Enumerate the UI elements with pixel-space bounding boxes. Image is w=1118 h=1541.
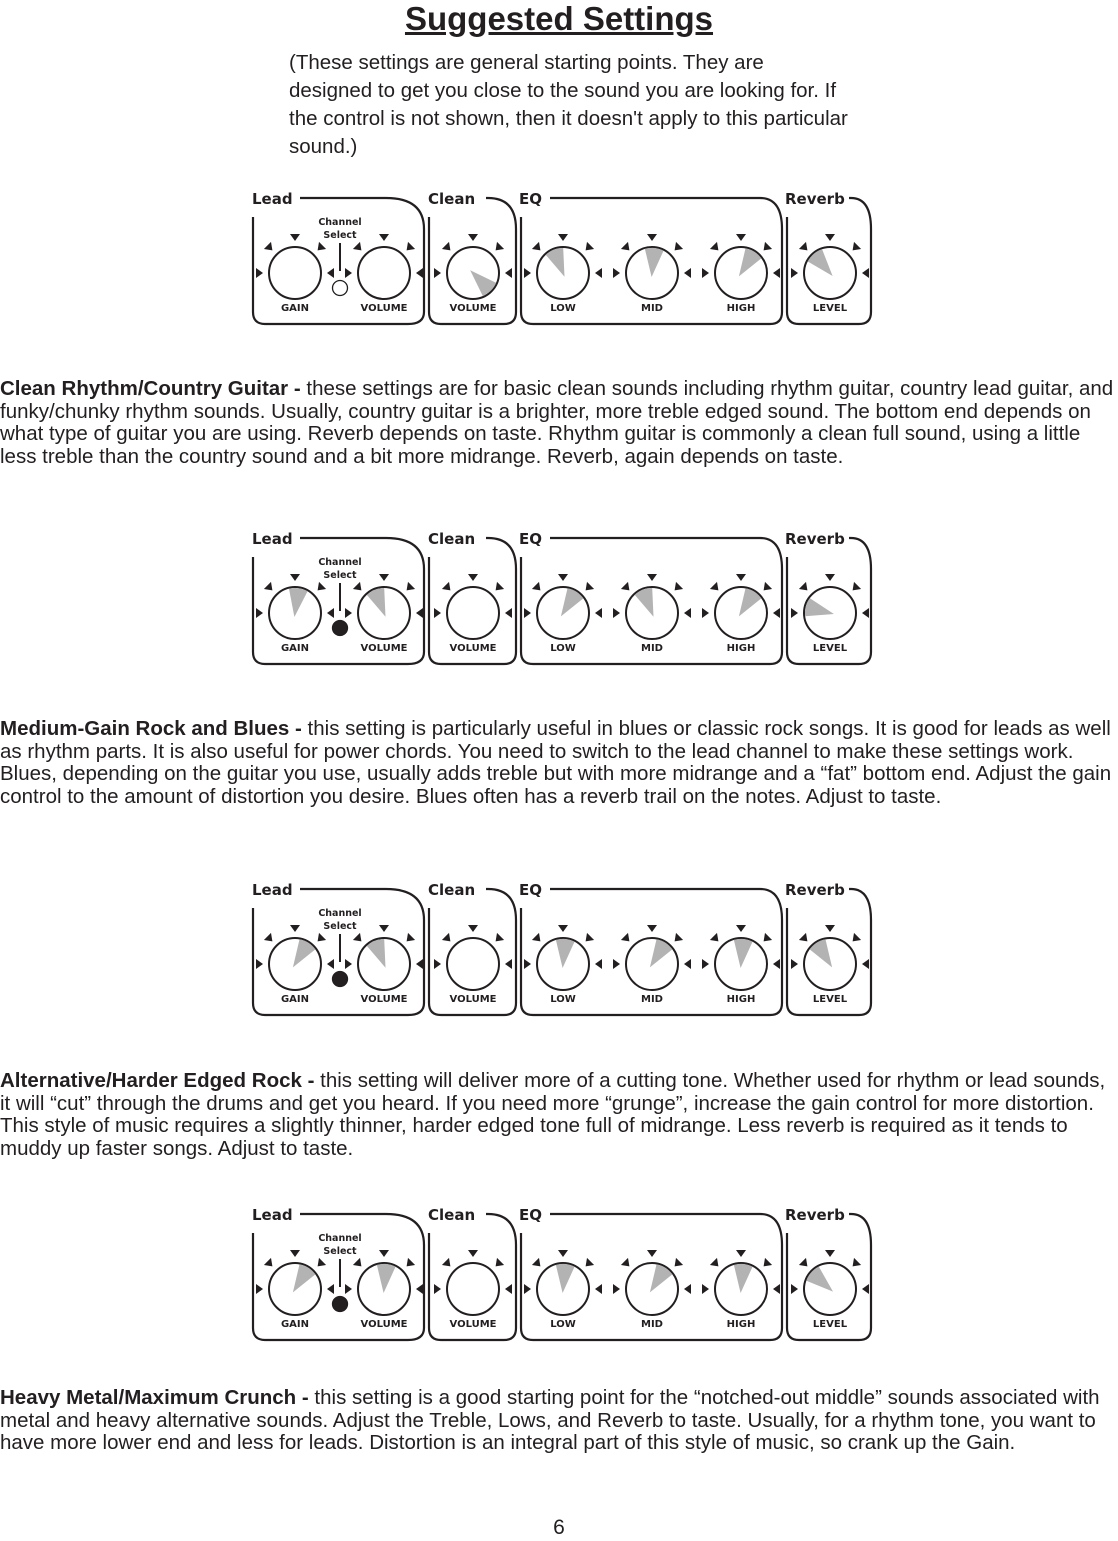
knob-gain[interactable] — [256, 574, 334, 639]
knob-tick-mark — [825, 574, 835, 581]
knob-mid[interactable] — [613, 1250, 691, 1315]
knob-lead-volume[interactable] — [345, 925, 423, 990]
clean-volume-label: VOLUME — [449, 643, 497, 654]
knob-tick-mark — [675, 582, 684, 591]
knob-tick-mark — [613, 268, 620, 278]
knob-tick-mark — [621, 582, 630, 591]
knob-tick-mark — [416, 268, 423, 278]
knob-tick-mark — [736, 574, 746, 581]
gain-label: GAIN — [280, 1319, 310, 1330]
knob-tick-mark — [825, 1250, 835, 1257]
knob-tick-mark — [468, 234, 478, 241]
knob-tick-mark — [434, 608, 441, 618]
knob-tick-mark — [256, 608, 263, 618]
knob-tick-mark — [773, 959, 780, 969]
knob-tick-mark — [468, 1250, 478, 1257]
channel-select-switch[interactable] — [318, 557, 361, 636]
knob-tick-mark — [853, 933, 862, 942]
knob-tick-mark — [318, 1258, 327, 1267]
knob-tick-mark — [505, 1284, 512, 1294]
knob-tick-mark — [613, 608, 620, 618]
knob-tick-mark — [345, 608, 352, 618]
knob-tick-mark — [407, 242, 416, 251]
knob-tick-mark — [675, 933, 684, 942]
lead-label: Lead — [252, 530, 293, 548]
knob-tick-mark — [736, 925, 746, 932]
low-label: LOW — [550, 1319, 576, 1330]
knob-dial — [447, 1263, 499, 1315]
channel-label: Channel — [318, 557, 362, 568]
knob-tick-mark — [505, 608, 512, 618]
eq-label: EQ — [519, 881, 542, 899]
setting-clean-rhythm: Clean Rhythm/Country Guitar - these settings are for basic clean sounds including rhythm guitar, country lead guitar, and funky/chunky rhythm sounds. Usually, country guitar is a brighter, more treble edged sound. The bottom end depends on what type of guitar you are using. Reverb depends on taste. Rhythm guitar is commonly a clean full sound, using a little less treble than the country sound and a bit more midrange. Reverb, again depends on taste. — [0, 377, 1114, 468]
knob-tick-mark — [684, 1284, 691, 1294]
clean-label: Clean — [428, 1206, 476, 1224]
knob-tick-mark — [558, 574, 568, 581]
lead-volume-label: VOLUME — [360, 994, 408, 1005]
clean-label: Clean — [428, 881, 476, 899]
knob-tick-mark — [353, 933, 362, 942]
amp-control-panel-4 — [248, 1203, 876, 1343]
knob-tick-mark — [558, 925, 568, 932]
knob-dial — [269, 247, 321, 299]
high-label: HIGH — [726, 994, 756, 1005]
knob-tick-mark — [558, 234, 568, 241]
clean-volume-label: VOLUME — [449, 1319, 497, 1330]
knob-tick-mark — [416, 1284, 423, 1294]
high-label: HIGH — [726, 303, 756, 314]
knob-tick-mark — [702, 268, 709, 278]
mid-label: MID — [641, 643, 663, 654]
knob-tick-mark — [862, 268, 869, 278]
gain-label: GAIN — [280, 303, 310, 314]
knob-tick-mark — [595, 959, 602, 969]
knob-tick-mark — [256, 959, 263, 969]
lead-label: Lead — [252, 1206, 293, 1224]
gain-label: GAIN — [280, 643, 310, 654]
knob-tick-mark — [434, 1284, 441, 1294]
knob-tick-mark — [675, 242, 684, 251]
select-label: Select — [323, 921, 357, 932]
knob-tick-mark — [434, 959, 441, 969]
knob-lead-volume[interactable] — [345, 574, 423, 639]
setting-title: Alternative/Harder Edged Rock — [0, 1069, 302, 1092]
high-label: HIGH — [726, 1319, 756, 1330]
knob-tick-mark — [586, 933, 595, 942]
clean-volume-label: VOLUME — [449, 303, 497, 314]
knob-tick-mark — [318, 933, 327, 942]
knob-tick-mark — [345, 1284, 352, 1294]
knob-tick-mark — [613, 1284, 620, 1294]
knob-tick-mark — [791, 1284, 798, 1294]
low-label: LOW — [550, 994, 576, 1005]
knob-tick-mark — [764, 242, 773, 251]
channel-label: Channel — [318, 217, 362, 228]
setting-heavy-metal: Heavy Metal/Maximum Crunch - this setting is a good starting point for the “notched-out middle” sounds associated with metal and heavy alternative sounds. Adjust the Treble, Lows, and Reverb to taste. Usually, for a rhythm tone, you want to have more lower end and less for leads. Distortion is an integral part of this style of music, so crank up the Gain. — [0, 1386, 1100, 1454]
knob-tick-mark — [468, 925, 478, 932]
knob-tick-mark — [586, 1258, 595, 1267]
knob-tick-mark — [595, 608, 602, 618]
knob-tick-mark — [702, 959, 709, 969]
knob-tick-mark — [621, 1258, 630, 1267]
knob-tick-mark — [532, 242, 541, 251]
knob-tick-mark — [496, 933, 505, 942]
knob-tick-mark — [496, 1258, 505, 1267]
knob-dial — [447, 938, 499, 990]
knob-tick-mark — [416, 608, 423, 618]
knob-level[interactable] — [791, 234, 869, 299]
knob-tick-mark — [256, 1284, 263, 1294]
knob-tick-mark — [791, 959, 798, 969]
knob-tick-mark — [825, 234, 835, 241]
amp-control-panel-2 — [248, 527, 876, 667]
channel-led — [333, 972, 348, 987]
knob-tick-mark — [318, 242, 327, 251]
knob-tick-mark — [442, 242, 451, 251]
knob-low[interactable] — [524, 574, 602, 639]
knob-tick-mark — [327, 268, 334, 278]
knob-level[interactable] — [791, 574, 869, 639]
knob-gain[interactable] — [256, 234, 334, 299]
setting-description: these settings are for basic clean sounds including rhythm guitar, country lead guitar, and funky/chunky rhythm sounds. Usually, country guitar is a brighter, more treble edged sound. The bottom end depends on what type of guitar you are using. Reverb depends on taste. Rhythm guitar is commonly a clean full sound, using a little less treble than the country sound and a bit more midrange. Reverb, again depends on taste. — [0, 377, 1114, 468]
knob-tick-mark — [764, 582, 773, 591]
page-title: Suggested Settings — [404, 0, 714, 37]
knob-clean-volume[interactable] — [434, 574, 512, 639]
knob-dial — [358, 247, 410, 299]
select-label: Select — [323, 570, 357, 581]
clean-label: Clean — [428, 190, 476, 208]
knob-tick-mark — [791, 268, 798, 278]
knob-tick-mark — [853, 242, 862, 251]
level-label: LEVEL — [812, 643, 848, 654]
knob-gain[interactable] — [256, 1250, 334, 1315]
knob-tick-mark — [353, 1258, 362, 1267]
knob-lead-volume[interactable] — [345, 234, 423, 299]
reverb-label: Reverb — [785, 881, 845, 899]
knob-tick-mark — [407, 933, 416, 942]
knob-tick-mark — [264, 1258, 273, 1267]
knob-tick-mark — [647, 925, 657, 932]
knob-tick-mark — [379, 1250, 389, 1257]
knob-tick-mark — [532, 1258, 541, 1267]
channel-select-switch[interactable] — [318, 217, 361, 296]
knob-tick-mark — [558, 1250, 568, 1257]
knob-tick-mark — [407, 582, 416, 591]
knob-tick-mark — [496, 242, 505, 251]
knob-tick-mark — [505, 959, 512, 969]
mid-label: MID — [641, 994, 663, 1005]
knob-tick-mark — [442, 1258, 451, 1267]
setting-title: Clean Rhythm/Country Guitar — [0, 377, 289, 400]
knob-tick-mark — [586, 242, 595, 251]
knob-tick-mark — [256, 268, 263, 278]
channel-select-switch[interactable] — [318, 1233, 361, 1312]
knob-tick-mark — [379, 574, 389, 581]
knob-tick-mark — [379, 925, 389, 932]
setting-title: Heavy Metal/Maximum Crunch — [0, 1386, 297, 1409]
knob-tick-mark — [799, 242, 808, 251]
knob-level[interactable] — [791, 1250, 869, 1315]
knob-tick-mark — [862, 959, 869, 969]
knob-tick-mark — [773, 268, 780, 278]
lead-volume-label: VOLUME — [360, 643, 408, 654]
knob-tick-mark — [764, 1258, 773, 1267]
knob-tick-mark — [595, 268, 602, 278]
knob-tick-mark — [345, 268, 352, 278]
setting-description: this setting will deliver more of a cutting tone. Whether used for rhythm or lead sounds, it will “cut” through the drums and get you heard. If you need more “grunge”, increase the gain control for more distortion. This style of music requires a slightly thinner, harder edged tone full of midrange. Less reverb is required as it tends to muddy up faster songs. Adjust to taste. — [0, 1069, 1106, 1160]
knob-tick-mark — [710, 242, 719, 251]
setting-alternative: Alternative/Harder Edged Rock - this setting will deliver more of a cutting tone. Whether used for rhythm or lead sounds, it will “cut” through the drums and get you heard. If you need more “grunge”, increase the gain control for more distortion. This style of music requires a slightly thinner, harder edged tone full of midrange. Less reverb is required as it tends to muddy up faster songs. Adjust to taste. — [0, 1069, 1106, 1160]
eq-label: EQ — [519, 190, 542, 208]
select-label: Select — [323, 1246, 357, 1257]
knob-tick-mark — [684, 268, 691, 278]
knob-tick-mark — [799, 1258, 808, 1267]
knob-lead-volume[interactable] — [345, 1250, 423, 1315]
eq-label: EQ — [519, 530, 542, 548]
knob-tick-mark — [264, 582, 273, 591]
knob-tick-mark — [862, 1284, 869, 1294]
knob-low[interactable] — [524, 925, 602, 990]
knob-tick-mark — [647, 234, 657, 241]
eq-label: EQ — [519, 1206, 542, 1224]
knob-tick-mark — [416, 959, 423, 969]
channel-led — [333, 281, 348, 296]
intro-text: (These settings are general starting points. They are designed to get you close to the sound you are looking for. If the control is not shown, then it doesn't apply to this particular sound.) — [289, 51, 848, 158]
knob-tick-mark — [524, 268, 531, 278]
knob-tick-mark — [345, 959, 352, 969]
channel-select-switch[interactable] — [318, 908, 361, 987]
setting-description: this setting is particularly useful in blues or classic rock songs. It is good for leads as well as rhythm parts. It is also useful for power chords. You need to switch to the lead channel to make these settings work. Blues, depending on the guitar you use, usually adds treble but with more midrange and a “fat” bottom end. Adjust the gain control to the amount of distortion you desire. Blues often has a reverb trail on the notes. Adjust to taste. — [0, 717, 1112, 808]
knob-tick-mark — [353, 582, 362, 591]
knob-gain[interactable] — [256, 925, 334, 990]
level-label: LEVEL — [812, 1319, 848, 1330]
channel-label: Channel — [318, 908, 362, 919]
knob-tick-mark — [318, 582, 327, 591]
level-label: LEVEL — [812, 303, 848, 314]
knob-tick-mark — [862, 608, 869, 618]
knob-tick-mark — [825, 925, 835, 932]
knob-tick-mark — [647, 1250, 657, 1257]
knob-tick-mark — [773, 608, 780, 618]
reverb-label: Reverb — [785, 1206, 845, 1224]
knob-tick-mark — [442, 933, 451, 942]
high-label: HIGH — [726, 643, 756, 654]
knob-tick-mark — [773, 1284, 780, 1294]
knob-tick-mark — [586, 582, 595, 591]
knob-tick-mark — [264, 933, 273, 942]
knob-tick-mark — [496, 582, 505, 591]
knob-tick-mark — [532, 933, 541, 942]
low-label: LOW — [550, 643, 576, 654]
knob-tick-mark — [327, 1284, 334, 1294]
knob-tick-mark — [675, 1258, 684, 1267]
knob-tick-mark — [468, 574, 478, 581]
knob-high[interactable] — [702, 925, 780, 990]
knob-low[interactable] — [524, 1250, 602, 1315]
knob-tick-mark — [710, 1258, 719, 1267]
knob-tick-mark — [379, 234, 389, 241]
knob-tick-mark — [710, 582, 719, 591]
lead-volume-label: VOLUME — [360, 1319, 408, 1330]
knob-tick-mark — [736, 234, 746, 241]
low-label: LOW — [550, 303, 576, 314]
amp-control-panel-3 — [248, 878, 876, 1018]
knob-tick-mark — [702, 608, 709, 618]
knob-clean-volume[interactable] — [434, 1250, 512, 1315]
lead-volume-label: VOLUME — [360, 303, 408, 314]
page-number: 6 — [553, 1516, 565, 1539]
knob-mid[interactable] — [613, 574, 691, 639]
lead-label: Lead — [252, 190, 293, 208]
knob-tick-mark — [290, 234, 300, 241]
knob-tick-mark — [621, 933, 630, 942]
knob-dial — [447, 587, 499, 639]
clean-label: Clean — [428, 530, 476, 548]
knob-tick-mark — [532, 582, 541, 591]
knob-tick-mark — [791, 608, 798, 618]
knob-high[interactable] — [702, 574, 780, 639]
knob-clean-volume[interactable] — [434, 234, 512, 299]
knob-mid[interactable] — [613, 234, 691, 299]
knob-tick-mark — [290, 925, 300, 932]
knob-high[interactable] — [702, 1250, 780, 1315]
knob-tick-mark — [327, 608, 334, 618]
setting-description: this setting is a good starting point for the “notched-out middle” sounds associated with metal and heavy alternative sounds. Adjust the Treble, Lows, and Reverb to taste. Usually, for a rhythm tone, you want to have more lower end and less for leads. Distortion is an integral part of this style of music, so crank up the Gain. — [0, 1386, 1100, 1454]
knob-tick-mark — [702, 1284, 709, 1294]
knob-tick-mark — [684, 608, 691, 618]
knob-tick-mark — [505, 268, 512, 278]
knob-tick-mark — [290, 574, 300, 581]
knob-tick-mark — [290, 1250, 300, 1257]
clean-volume-label: VOLUME — [449, 994, 497, 1005]
knob-tick-mark — [799, 582, 808, 591]
knob-tick-mark — [613, 959, 620, 969]
knob-tick-mark — [853, 582, 862, 591]
setting-medium-gain: Medium-Gain Rock and Blues - this setting is particularly useful in blues or classic rock songs. It is good for leads as well as rhythm parts. It is also useful for power chords. You need to switch to the lead channel to make these settings work. Blues, depending on the guitar you use, usually adds treble but with more midrange and a “fat” bottom end. Adjust the gain control to the amount of distortion you desire. Blues often has a reverb trail on the notes. Adjust to taste. — [0, 717, 1112, 808]
reverb-label: Reverb — [785, 530, 845, 548]
mid-label: MID — [641, 1319, 663, 1330]
mid-label: MID — [641, 303, 663, 314]
knob-high[interactable] — [702, 234, 780, 299]
knob-tick-mark — [764, 933, 773, 942]
gain-label: GAIN — [280, 994, 310, 1005]
knob-tick-mark — [853, 1258, 862, 1267]
knob-tick-mark — [524, 1284, 531, 1294]
knob-tick-mark — [407, 1258, 416, 1267]
knob-tick-mark — [647, 574, 657, 581]
knob-tick-mark — [799, 933, 808, 942]
channel-led — [333, 1297, 348, 1312]
knob-tick-mark — [434, 268, 441, 278]
knob-clean-volume[interactable] — [434, 925, 512, 990]
reverb-label: Reverb — [785, 190, 845, 208]
level-label: LEVEL — [812, 994, 848, 1005]
knob-tick-mark — [595, 1284, 602, 1294]
select-label: Select — [323, 230, 357, 241]
setting-title: Medium-Gain Rock and Blues — [0, 717, 290, 740]
knob-tick-mark — [442, 582, 451, 591]
knob-tick-mark — [684, 959, 691, 969]
knob-tick-mark — [524, 608, 531, 618]
channel-label: Channel — [318, 1233, 362, 1244]
knob-tick-mark — [621, 242, 630, 251]
knob-tick-mark — [524, 959, 531, 969]
channel-led — [333, 621, 348, 636]
knob-low[interactable] — [524, 234, 602, 299]
amp-control-panel-1 — [248, 187, 876, 327]
knob-tick-mark — [264, 242, 273, 251]
knob-mid[interactable] — [613, 925, 691, 990]
knob-tick-mark — [736, 1250, 746, 1257]
knob-tick-mark — [710, 933, 719, 942]
lead-label: Lead — [252, 881, 293, 899]
knob-tick-mark — [327, 959, 334, 969]
knob-level[interactable] — [791, 925, 869, 990]
knob-tick-mark — [353, 242, 362, 251]
